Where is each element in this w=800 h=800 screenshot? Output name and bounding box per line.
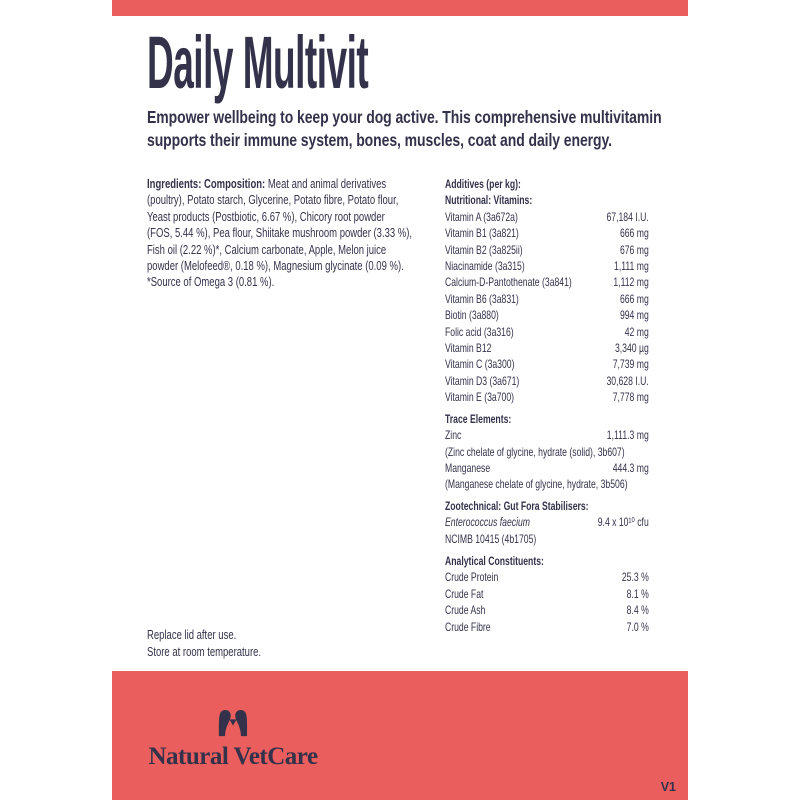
additive-row: Enterococcus faecium 9.4 x 10¹⁰ cfu [445, 515, 649, 530]
ingredients-line: *Source of Omega 3 (0.81 %). [147, 275, 275, 290]
ingredients-line: (FOS, 5.44 %), Pea flour, Shiitake mushroom powder (3.33 %), [147, 226, 413, 241]
additives-column [445, 176, 649, 635]
additive-row: Folic acid (3a316) 42 mg [445, 324, 649, 339]
product-label [112, 0, 688, 800]
analytical-row: Crude Fibre 7.0 % [445, 619, 649, 634]
ingredients-line: Ingredients: Composition: Meat and animal derivatives [147, 177, 387, 191]
analytical-row: Crude Fat 8.1 % [445, 586, 649, 601]
description-line: supports their immune system, bones, muscles, coat and daily energy. [147, 130, 612, 150]
ingredients-label: Ingredients: Composition: [147, 177, 266, 191]
storage-instructions [147, 627, 261, 661]
zootechnical-heading: Zootechnical: Gut Fora Stabilisers: [445, 498, 589, 513]
ingredients-paragraph [147, 176, 412, 291]
additive-row: Vitamin C (3a300) 7,739 mg [445, 357, 649, 372]
page-title: Daily Multivit [147, 21, 369, 104]
dog-face-icon [216, 707, 250, 737]
vitamins-heading: Nutritional: Vitamins: [445, 193, 533, 208]
description-line: Empower wellbeing to keep your dog active. This comprehensive multivitamin [147, 107, 662, 127]
additive-row: Vitamin B2 (3a825ii) 676 mg [445, 242, 649, 257]
additive-row: Vitamin B12 3,340 µg [445, 341, 649, 356]
additive-row: Vitamin A (3a672a) 67,184 I.U. [445, 209, 649, 224]
storage-line: Replace lid after use. [147, 628, 237, 642]
trace-note: (Zinc chelate of glycine, hydrate (solid), 3b607) [445, 444, 625, 459]
brand-name: Natural VetCare [148, 743, 318, 770]
additives-heading: Additives (per kg): [445, 177, 521, 191]
ingredients-line: (poultry), Potato starch, Glycerine, Potato fibre, Potato flour, [147, 193, 399, 208]
top-color-band [112, 0, 688, 16]
additive-row: Niacinamide (3a315) 1,111 mg [445, 259, 649, 274]
footer-band [112, 671, 688, 800]
ingredients-line: powder (Melofeed®, 0.18 %), Magnesium glycinate (0.09 %). [147, 259, 404, 274]
analytical-row: Crude Protein 25.3 % [445, 570, 649, 585]
additive-row: Vitamin B6 (3a831) 666 mg [445, 291, 649, 306]
version-label: V1 [660, 780, 676, 794]
trace-note: (Manganese chelate of glycine, hydrate, 3b506) [445, 477, 628, 492]
additive-row: Manganese 444.3 mg [445, 460, 649, 475]
ingredients-line: Fish oil (2.22 %)*, Calcium carbonate, Apple, Melon juice [147, 242, 387, 257]
strain-note: NCIMB 10415 (4b1705) [445, 531, 537, 546]
storage-line: Store at room temperature. [147, 644, 262, 659]
additive-row: Vitamin E (3a700) 7,778 mg [445, 390, 649, 405]
ingredients-line: Yeast products (Postbiotic, 6.67 %), Chicory root powder [147, 209, 385, 224]
organism-name: Enterococcus faecium [445, 515, 531, 530]
additive-row: Biotin (3a880) 994 mg [445, 308, 649, 323]
additive-row: Zinc 1,111.3 mg [445, 428, 649, 443]
analytical-heading: Analytical Constituents: [445, 553, 544, 568]
additive-row: Calcium-D-Pantothenate (3a841) 1,112 mg [445, 275, 649, 290]
additive-row: Vitamin B1 (3a821) 666 mg [445, 226, 649, 241]
analytical-row: Crude Ash 8.4 % [445, 603, 649, 618]
trace-elements-heading: Trace Elements: [445, 411, 512, 426]
product-description [147, 106, 662, 152]
additive-row: Vitamin D3 (3a671) 30,628 I.U. [445, 373, 649, 388]
brand-logo [145, 707, 321, 771]
